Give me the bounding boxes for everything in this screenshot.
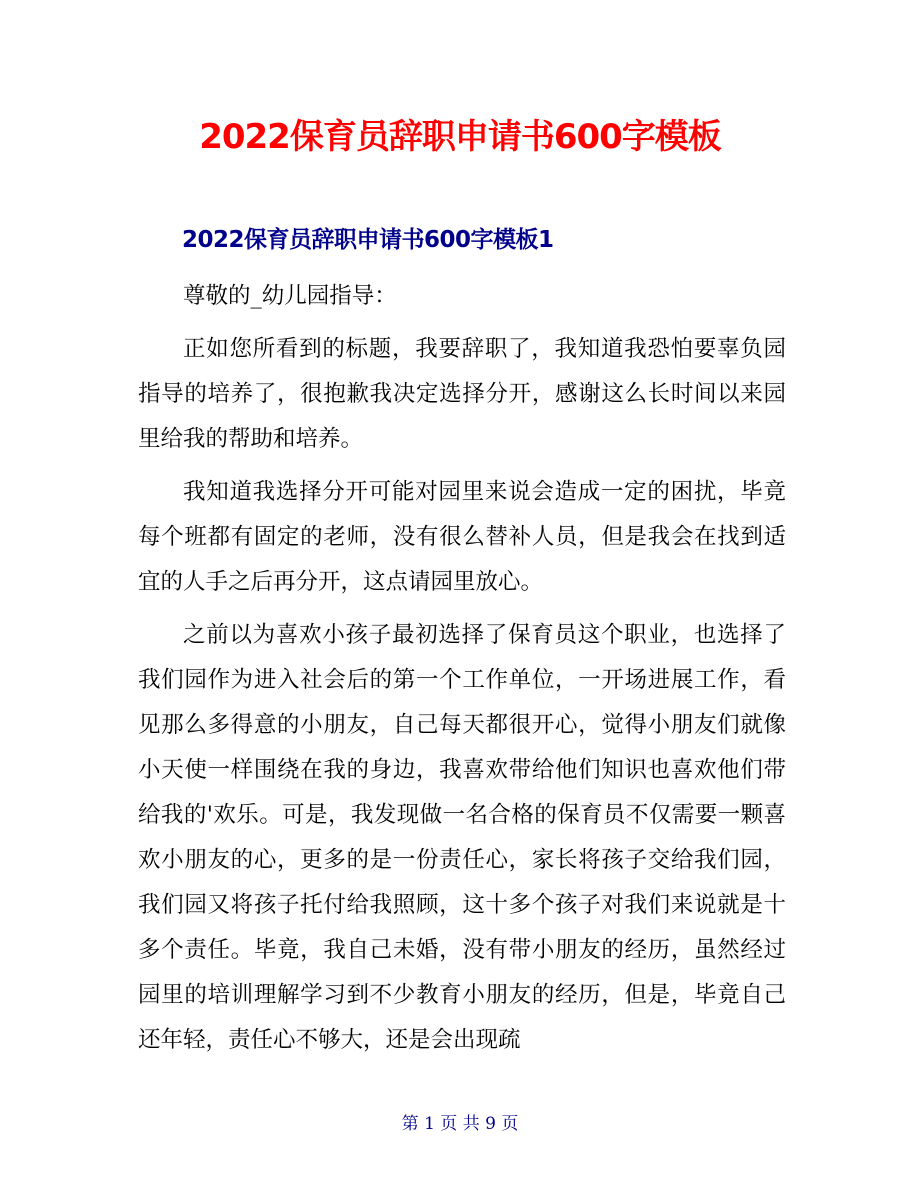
document-title: 2022保育员辞职申请书600字模板 xyxy=(199,117,721,157)
section-heading: 2022保育员辞职申请书600字模板1 xyxy=(182,227,554,253)
paragraph: 正如您所看到的标题，我要辞职了，我知道我恐怕要辜负园指导的培养了，很抱歉我决定选择分开，感谢这么长时间以来园里给我的帮助和培养。 xyxy=(138,336,786,452)
greeting: 尊敬的_幼儿园指导： xyxy=(183,283,397,309)
paragraph: 我知道我选择分开可能对园里来说会造成一定的困扰，毕竟每个班都有固定的老师，没有很么替补人员，但是我会在找到适宜的人手之后再分开，这点请园里放心。 xyxy=(138,479,786,595)
paragraph: 之前以为喜欢小孩子最初选择了保育员这个职业，也选择了我们园作为进入社会后的第一个工作单位，一开场进展工作，看见那么多得意的小朋友，自己每天都很开心，觉得小朋友们就像小天使一样围绕在我的身边，我喜欢带给他们知识也喜欢他们带给我的'欢乐。可是，我发现做一名合格的保育员不仅需要一颗喜欢小朋友的心，更多的是一份责任心，家长将孩子交给我们园，我们园又将孩子托付给我照顾，这十多个孩子对我们来说就是十多个责任。毕竟，我自己未婚，没有带小朋友的经历，虽然经过园里的培训理解学习到不少教育小朋友的经历，但是，毕竟自己还年轻，责任心不够大，还是会出现疏 xyxy=(138,622,786,1053)
document-body xyxy=(138,274,786,1071)
page-footer: 第 1 页 共 9 页 xyxy=(401,1114,519,1134)
